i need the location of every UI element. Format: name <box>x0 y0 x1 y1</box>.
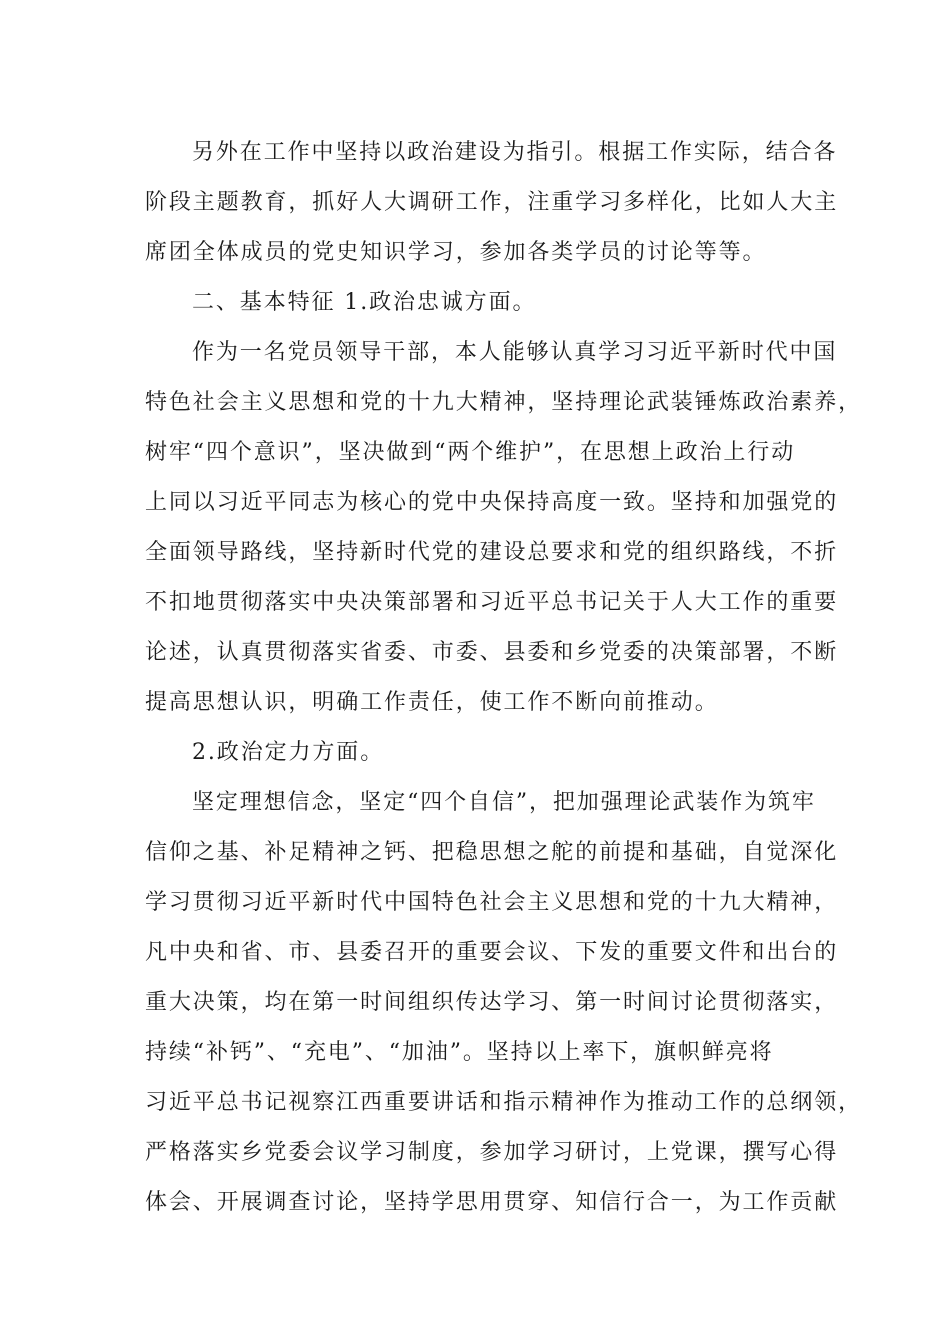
paragraph-line: 全面领导路线，坚持新时代党的建设总要求和党的组织路线，不折 <box>145 540 839 565</box>
paragraph-line: 信仰之基、补足精神之钙、把稳思想之舵的前提和基础，自觉深化 <box>145 840 839 865</box>
subsection-heading: 2.政治定力方面。 <box>192 740 385 765</box>
paragraph-line: 坚定理想信念，坚定“四个自信”，把加强理论武装作为筑牢 <box>192 790 816 815</box>
paragraph-line: 学习贯彻习近平新时代中国特色社会主义思想和党的十九大精神， <box>145 890 839 915</box>
paragraph-line: 凡中央和省、市、县委召开的重要会议、下发的重要文件和出台的 <box>145 940 839 965</box>
paragraph-line: 特色社会主义思想和党的十九大精神，坚持理论武装锤炼政治素养， <box>145 390 863 415</box>
paragraph-line: 另外在工作中坚持以政治建设为指引。根据工作实际，结合各 <box>192 140 838 165</box>
paragraph-line: 阶段主题教育，抓好人大调研工作，注重学习多样化，比如人大主 <box>145 190 839 215</box>
paragraph-line: 重大决策，均在第一时间组织传达学习、第一时间讨论贯彻落实， <box>145 990 839 1015</box>
paragraph-line: 树牢“四个意识”，坚决做到“两个维护”，在思想上政治上行动 <box>145 440 796 465</box>
paragraph-line: 不扣地贯彻落实中央决策部署和习近平总书记关于人大工作的重要 <box>145 590 839 615</box>
paragraph-line: 习近平总书记视察江西重要讲话和指示精神作为推动工作的总纲领， <box>145 1090 863 1115</box>
paragraph-line: 体会、开展调查讨论，坚持学思用贯穿、知信行合一，为工作贡献 <box>145 1190 839 1215</box>
paragraph-line: 严格落实乡党委会议学习制度，参加学习研讨，上党课，撰写心得 <box>145 1140 839 1165</box>
paragraph-line: 提高思想认识，明确工作责任，使工作不断向前推动。 <box>145 690 719 715</box>
paragraph-line: 席团全体成员的党史知识学习，参加各类学员的讨论等等。 <box>145 240 767 265</box>
paragraph-line: 论述，认真贯彻落实省委、市委、县委和乡党委的决策部署，不断 <box>145 640 839 665</box>
section-heading: 二、基本特征 1.政治忠诚方面。 <box>192 290 537 315</box>
paragraph-line: 上同以习近平同志为核心的党中央保持高度一致。坚持和加强党的 <box>145 490 839 515</box>
paragraph-line: 持续“补钙”、“充电”、“加油”。坚持以上率下，旗帜鲜亮将 <box>145 1040 774 1065</box>
paragraph-line: 作为一名党员领导干部，本人能够认真学习习近平新时代中国 <box>192 340 838 365</box>
